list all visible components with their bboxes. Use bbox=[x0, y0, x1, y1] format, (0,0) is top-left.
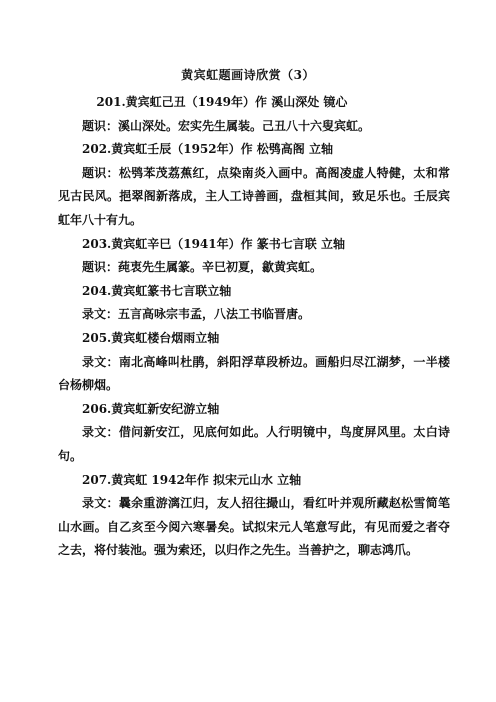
entry-text: 题识：莼衷先生属篆。辛巳初夏，歙黄宾虹。 bbox=[82, 260, 323, 275]
entry-text: 录文：五言高咏宗韦孟，八法工书临晋唐。 bbox=[82, 307, 311, 322]
document-title: 黄宾虹题画诗欣赏（3） bbox=[181, 68, 315, 82]
entry-heading: 201.黄宾虹己丑（1949年）作 溪山深处 镜心 bbox=[96, 95, 348, 109]
entry-heading: 207.黄宾虹 1942年作 拟宋元山水 立轴 bbox=[82, 472, 302, 487]
entry-heading: 205.黄宾虹楼台烟雨立轴 bbox=[82, 330, 220, 345]
entry-heading: 204.黄宾虹篆书七言联立轴 bbox=[82, 283, 232, 298]
entry-heading: 203.黄宾虹辛巳（1941年）作 篆书七言联 立轴 bbox=[82, 236, 345, 251]
entry-text: 录文：曩余重游漓江归，友人招往撮山，看红叶并观所藏赵松雪简笔山水画。自乙亥至今阅六寒暑矣。试拟宋元人笔意写此，有见而爱之者夺之去，将付装池。强为索还，以归作之先生。当善护之，聊志鸿爪。 bbox=[58, 496, 450, 558]
entry-text: 题识：松鸮苯茂荔蕉红，点染南炎入画中。高阁凌虚人特健，太和常见古民风。挹翠阁新落成，主人工诗善画，盘桓其间，致足乐也。壬辰宾虹年八十有九。 bbox=[58, 165, 450, 227]
entry-text: 题识：溪山深处。宏实先生属装。己丑八十六叟宾虹。 bbox=[82, 118, 371, 133]
entry-text: 录文：借问新安江，见底何如此。人行明镜中，鸟度屏风里。太白诗句。 bbox=[58, 425, 450, 463]
entry-heading: 206.黄宾虹新安纪游立轴 bbox=[82, 401, 220, 416]
entry-text: 录文：南北高峰叫杜鹃，斜阳浮草段桥边。画船归尽江湖梦，一半楼台杨柳烟。 bbox=[58, 354, 450, 393]
entry-heading: 202.黄宾虹壬辰（1952年）作 松鸮高阁 立轴 bbox=[82, 142, 333, 157]
document-body bbox=[58, 91, 450, 563]
